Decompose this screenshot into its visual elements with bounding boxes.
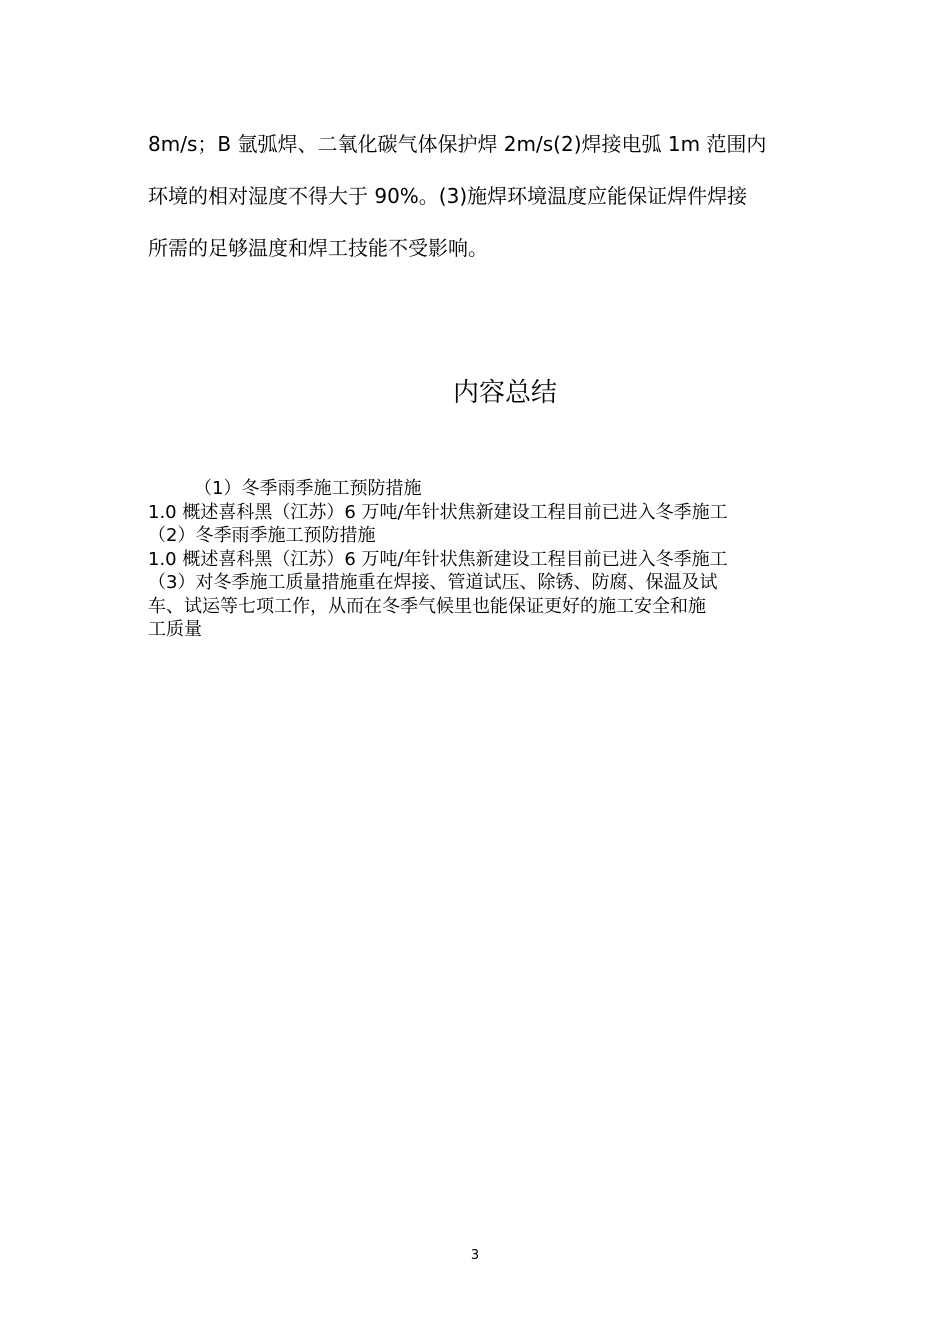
body-line: 所需的足够温度和焊工技能不受影响。 bbox=[148, 236, 488, 260]
summary-line: 车、试运等七项工作，从而在冬季气候里也能保证更好的施工安全和施 bbox=[148, 595, 706, 617]
page-number: 3 bbox=[470, 1248, 480, 1263]
summary-content bbox=[148, 477, 808, 642]
summary-line: 工质量 bbox=[148, 619, 202, 640]
body-line: 8m/s；B 氩弧焊、二氧化碳气体保护焊 2m/s(2)焊接电弧 1m 范围内 bbox=[148, 132, 767, 156]
summary-line: 1.0 概述喜科黑（江苏）6 万吨/年针状焦新建设工程目前已进入冬季施工 bbox=[148, 548, 728, 570]
summary-line: 1.0 概述喜科黑（江苏）6 万吨/年针状焦新建设工程目前已进入冬季施工 bbox=[148, 501, 728, 523]
body-line: 环境的相对湿度不得大于 90%。(3)施焊环境温度应能保证焊件焊接 bbox=[148, 184, 748, 208]
summary-line: （3）对冬季施工质量措施重在焊接、管道试压、除锈、防腐、保温及试 bbox=[148, 572, 718, 593]
body-paragraph bbox=[148, 118, 808, 274]
summary-title: 内容总结 bbox=[452, 378, 557, 408]
summary-line: （1）冬季雨季施工预防措施 bbox=[194, 478, 422, 499]
summary-line: （2）冬季雨季施工预防措施 bbox=[148, 525, 376, 546]
